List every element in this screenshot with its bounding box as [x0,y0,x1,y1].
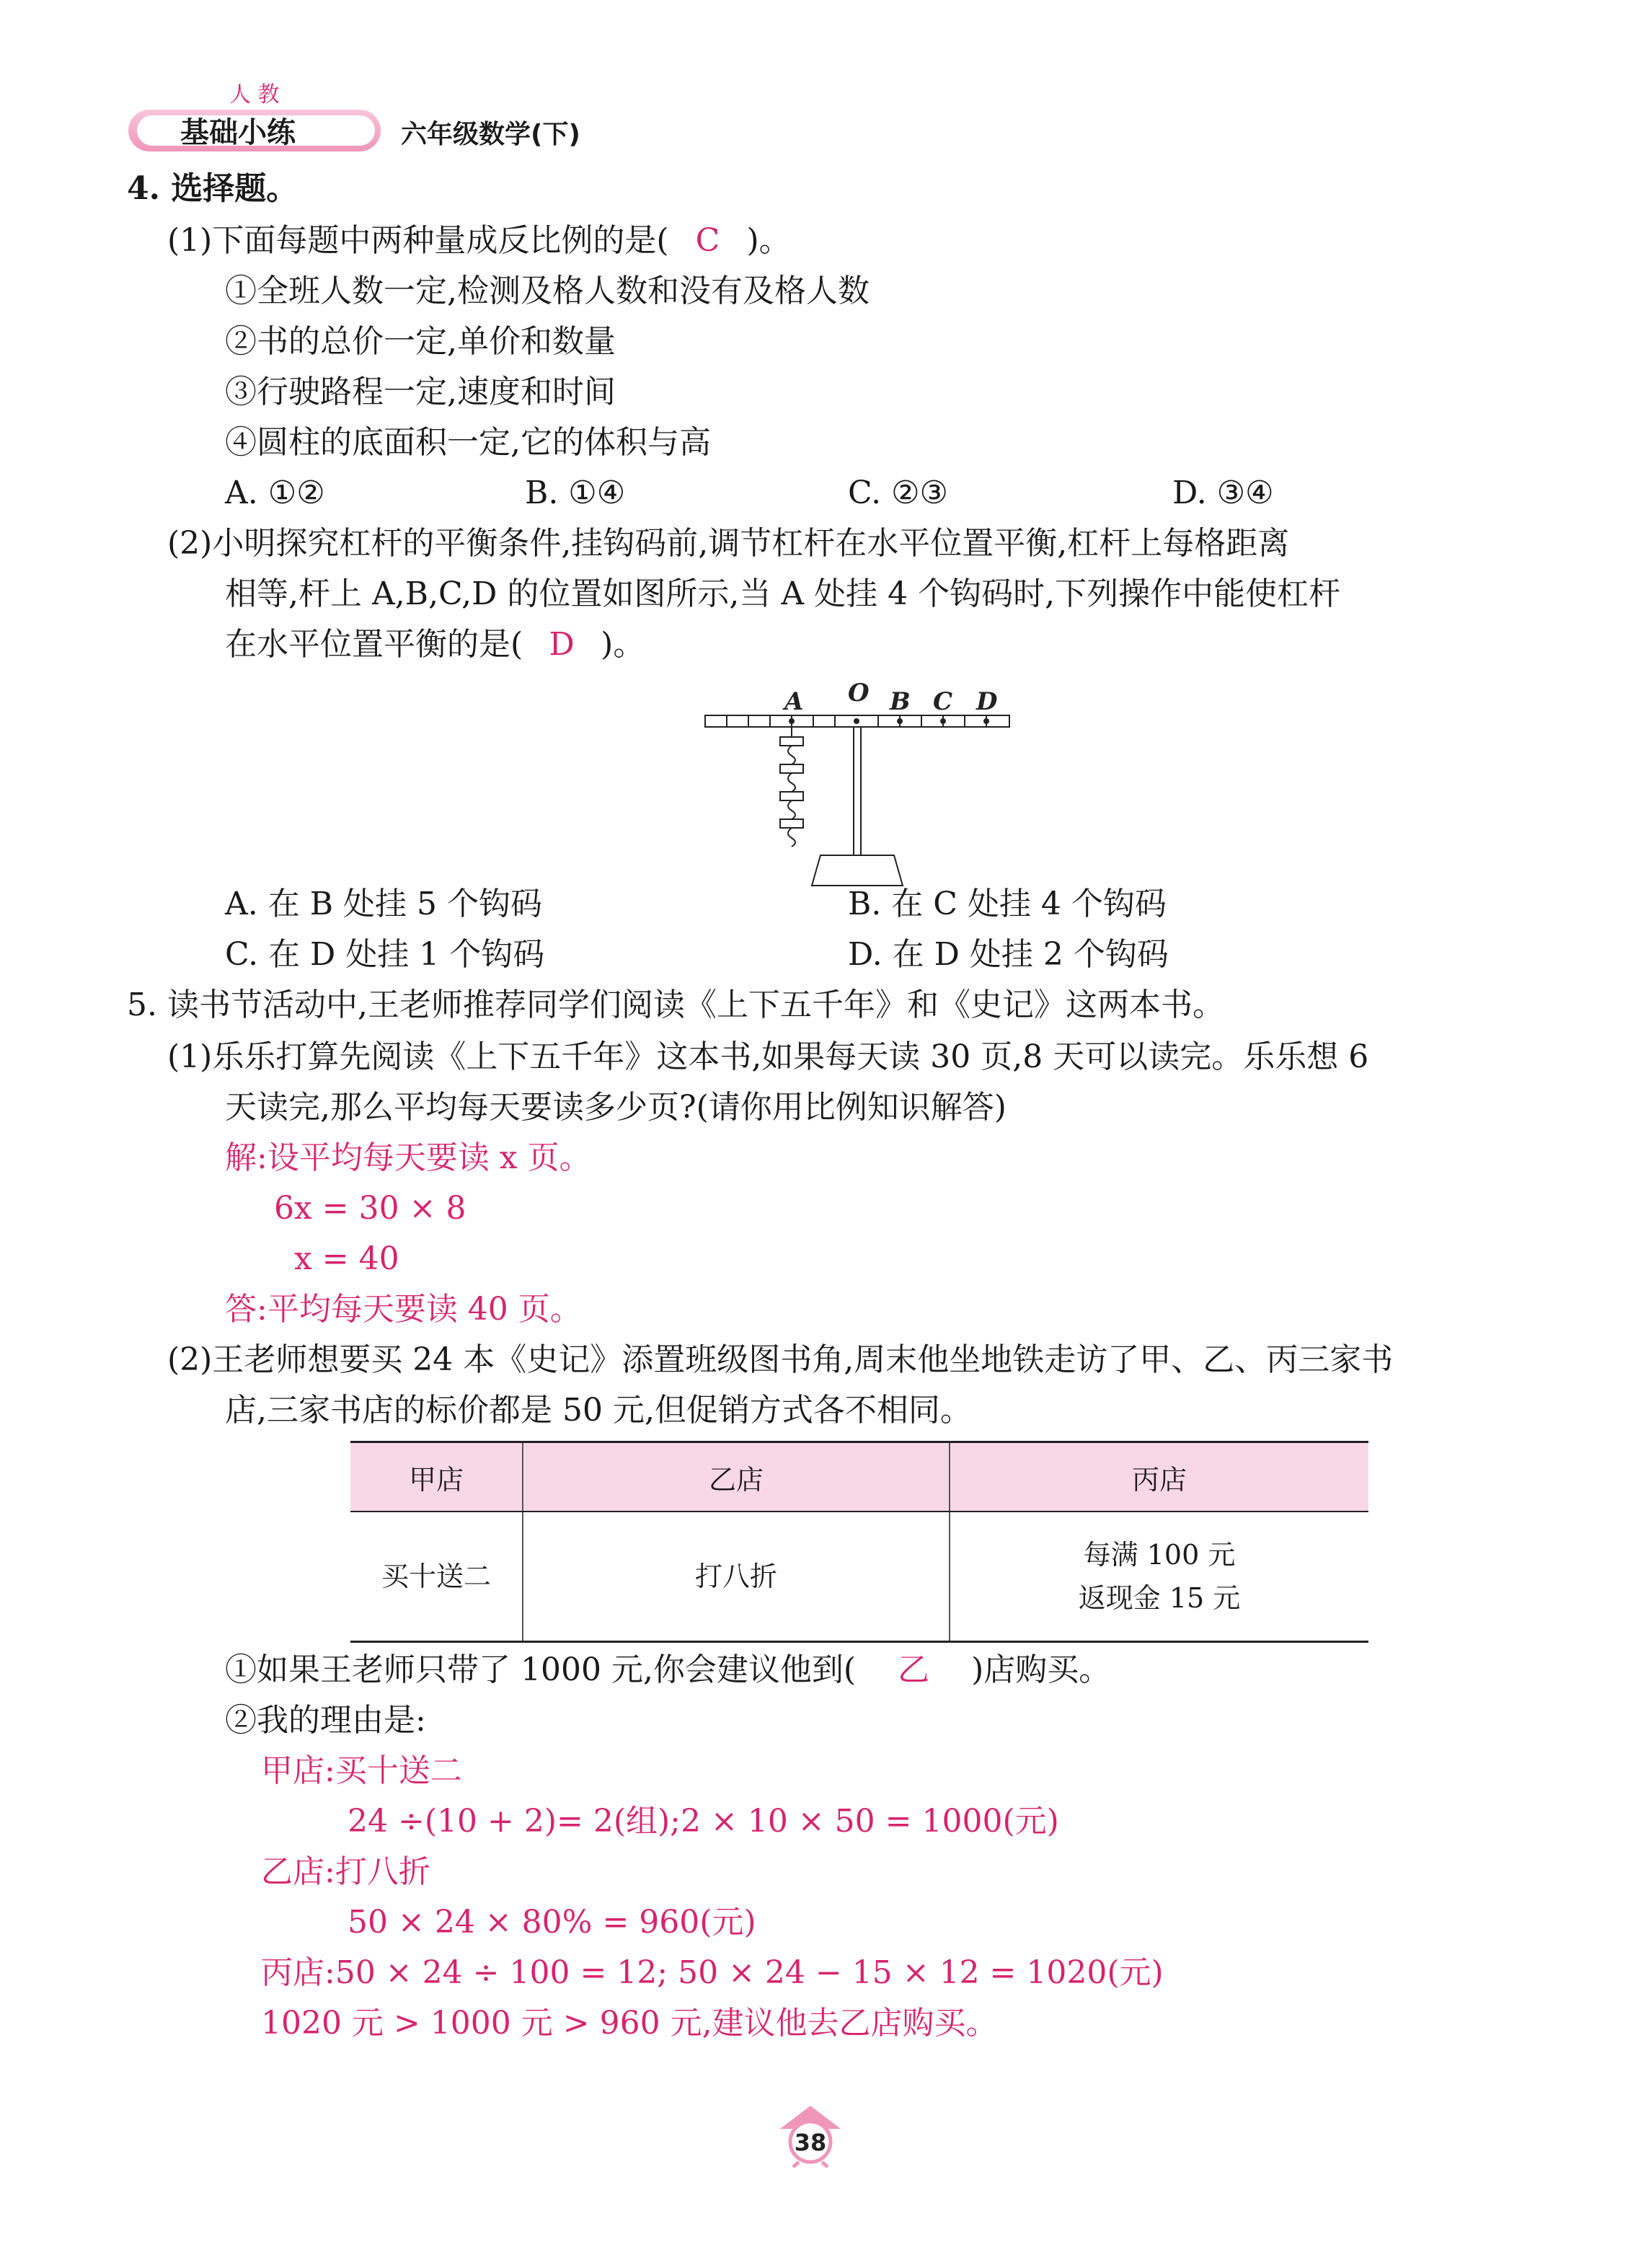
q4-2-line-3-text: 在水平位置平衡的是( [225,626,523,663]
lever-label-b: B [890,687,911,716]
header-publisher: 人 教 [229,82,280,107]
lever-label-c: C [933,687,953,716]
lever-base [812,855,903,886]
reason-conclusion: 1020 元 > 1000 元 > 960 元,建议他去乙店购买。 [261,2005,998,2042]
lever-figure [699,671,1017,887]
lever-post [854,727,861,855]
q4-2-option-b: B. 在 C 处挂 4 个钩码 [848,886,1167,922]
lever-label-o: O [848,679,870,707]
q4-1-item-3: ③行驶路程一定,速度和时间 [225,374,616,410]
q4-1-item-4: ④圆柱的底面积一定,它的体积与高 [225,424,711,461]
lever-label-d: D [976,687,998,716]
q5-title: 5. 读书节活动中,王老师推荐同学们阅读《上下五千年》和《史记》这两本书。 [127,987,1224,1023]
shop-cell-bing-line-1: 每满 100 元 [1083,1539,1236,1571]
reason-yi-calc: 50 × 24 × 80% = 960(元) [348,1904,756,1941]
q4-1-stem-text: (1)下面每题中两种量成反比例的是( [167,222,669,259]
q5-2-sub-1-close: )店购买。 [971,1651,1111,1688]
lever-label-a: A [784,687,804,716]
q5-1-solution-set: 解:设平均每天要读 x 页。 [225,1139,591,1176]
q4-2-line-3 [225,625,645,665]
shop-header-bing: 丙店 [950,1442,1368,1512]
q5-2-line-1: (2)王老师想要买 24 本《史记》添置班级图书角,周末他坐地铁走访了甲、乙、丙三家书 [167,1341,1394,1378]
q5-1-solution-answer: 答:平均每天要读 40 页。 [225,1291,582,1328]
header-grade: 六年级数学(下) [401,120,580,149]
shop-cell-yi: 打八折 [523,1512,950,1642]
shop-table [350,1441,1368,1643]
q5-2-sub-1-text: ①如果王老师只带了 1000 元,你会建议他到( [225,1651,857,1688]
q4-2-line-1: (2)小明探究杠杆的平衡条件,挂钩码前,调节杠杆在水平位置平衡,杠杆上每格距离 [167,525,1290,562]
q4-1-answer: C [695,222,720,259]
q4-2-option-d: D. 在 D 处挂 2 个钩码 [848,936,1169,973]
q4-1-option-a: A. ①② [225,475,325,511]
q5-2-line-2: 店,三家书店的标价都是 50 元,但促销方式各不相同。 [225,1392,972,1429]
q4-1-item-1: ①全班人数一定,检测及格人数和没有及格人数 [225,273,870,309]
q4-2-option-c: C. 在 D 处挂 1 个钩码 [225,936,545,973]
q4-2-close: )。 [601,626,645,663]
shop-cell-bing-line-2: 返现金 15 元 [1078,1582,1241,1614]
page-number: 38 [794,2129,827,2156]
shop-header-jia: 甲店 [350,1442,523,1512]
q5-1-line-1: (1)乐乐打算先阅读《上下五千年》这本书,如果每天读 30 页,8 天可以读完。乐乐想 6 [167,1038,1369,1075]
reason-jia-calc: 24 ÷(10 + 2)= 2(组);2 × 10 × 50 = 1000(元) [348,1803,1059,1840]
q5-1-solution-eq: 6x = 30 × 8 [274,1190,466,1227]
q5-2-sub-1-answer: 乙 [898,1651,930,1688]
reason-jia-title: 甲店:买十送二 [261,1752,462,1789]
q5-1-solution-result: x = 40 [294,1240,399,1277]
q4-2-option-a: A. 在 B 处挂 5 个钩码 [225,886,543,922]
q5-2-sub-1 [225,1650,1110,1690]
q4-title: 4. 选择题。 [127,170,298,207]
shop-table-header-row [350,1442,1368,1512]
q4-1-close: )。 [746,222,791,259]
shop-header-yi: 乙店 [523,1442,950,1512]
q4-2-answer: D [549,626,575,663]
shop-table-row [350,1512,1368,1642]
q4-1-option-b: B. ①④ [525,475,626,511]
q4-2-line-2: 相等,杆上 A,B,C,D 的位置如图所示,当 A 处挂 4 个钩码时,下列操作中能使杠杆 [225,575,1341,612]
header-series: 基础小练 [180,116,296,149]
q4-1-item-2: ②书的总价一定,单价和数量 [225,323,616,360]
reason-yi-title: 乙店:打八折 [261,1853,430,1890]
q4-1-option-d: D. ③④ [1172,475,1274,511]
q4-1-option-c: C. ②③ [848,475,948,511]
shop-cell-jia: 买十送二 [350,1512,523,1642]
q5-1-line-2: 天读完,那么平均每天要读多少页?(请你用比例知识解答) [225,1089,1007,1126]
shop-cell-bing [950,1512,1368,1642]
q4-1-stem [167,221,791,261]
lever-weights [780,727,803,847]
reason-bing-calc: 丙店:50 × 24 ÷ 100 = 12; 50 × 24 − 15 × 12 = 1020(元) [261,1954,1164,1991]
page-number-badge [779,2104,842,2168]
q5-2-sub-2: ②我的理由是: [225,1702,426,1739]
